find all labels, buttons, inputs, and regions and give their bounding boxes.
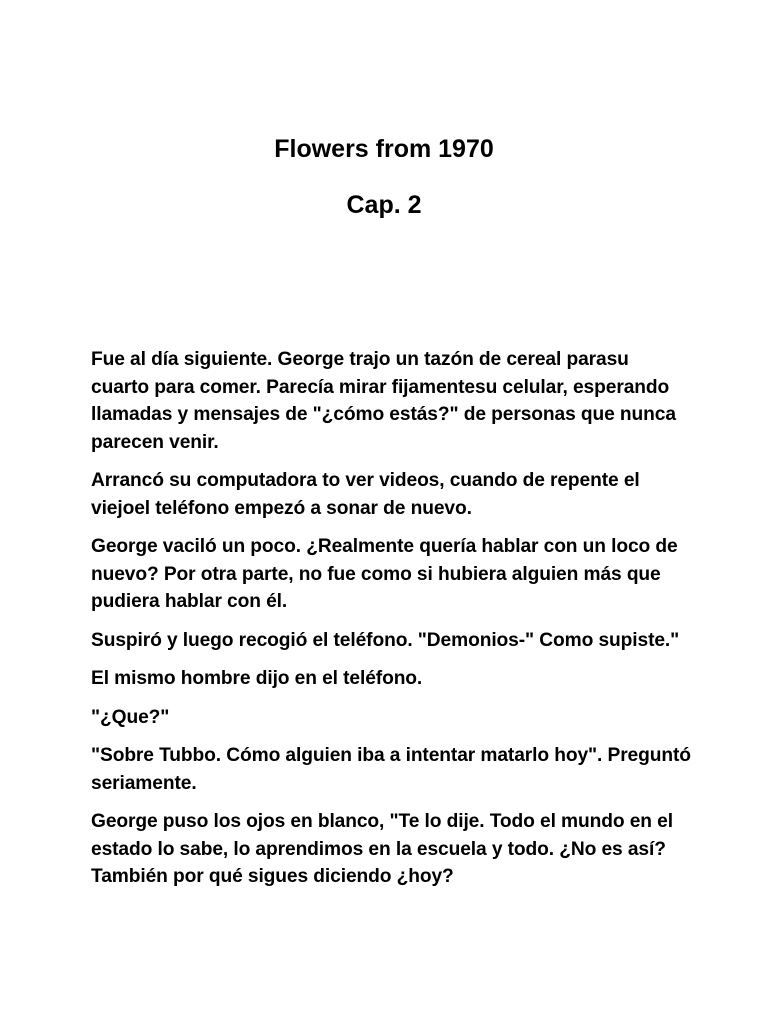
paragraph-7: "Sobre Tubbo. Cómo alguien iba a intentar matarlo hoy". Preguntó seriamente. bbox=[91, 745, 691, 794]
document-title: Flowers from 1970 bbox=[274, 135, 494, 163]
paragraph-3: George vaciló un poco. ¿Realmente quería hablar con un loco de nuevo? Por otra parte, no fue como si hubiera alguien más que pudiera hablar con él. bbox=[91, 536, 678, 612]
document-body bbox=[91, 346, 691, 902]
chapter-heading: Cap. 2 bbox=[346, 191, 422, 219]
paragraph-4: Suspiró y luego recogió el teléfono. "Demonios-" Como supiste." bbox=[91, 629, 680, 651]
paragraph-2: Arrancó su computadora to ver videos, cuando de repente el viejoel teléfono empezó a sonar de nuevo. bbox=[91, 470, 640, 519]
paragraph-6: "¿Que?" bbox=[91, 706, 170, 728]
paragraph-8: George puso los ojos en blanco, "Te lo dije. Todo el mundo en el estado lo sabe, lo aprendimos en la escuela y todo. ¿No es así? También por qué sigues diciendo ¿hoy? bbox=[91, 811, 673, 887]
paragraph-1: Fue al día siguiente. George trajo un tazón de cereal parasu cuarto para comer. Parecía mirar fijamentesu celular, esperando llamadas y mensajes de "¿cómo estás?" de personas que nunca parecen venir. bbox=[91, 349, 676, 453]
paragraph-5: El mismo hombre dijo en el teléfono. bbox=[91, 668, 423, 689]
